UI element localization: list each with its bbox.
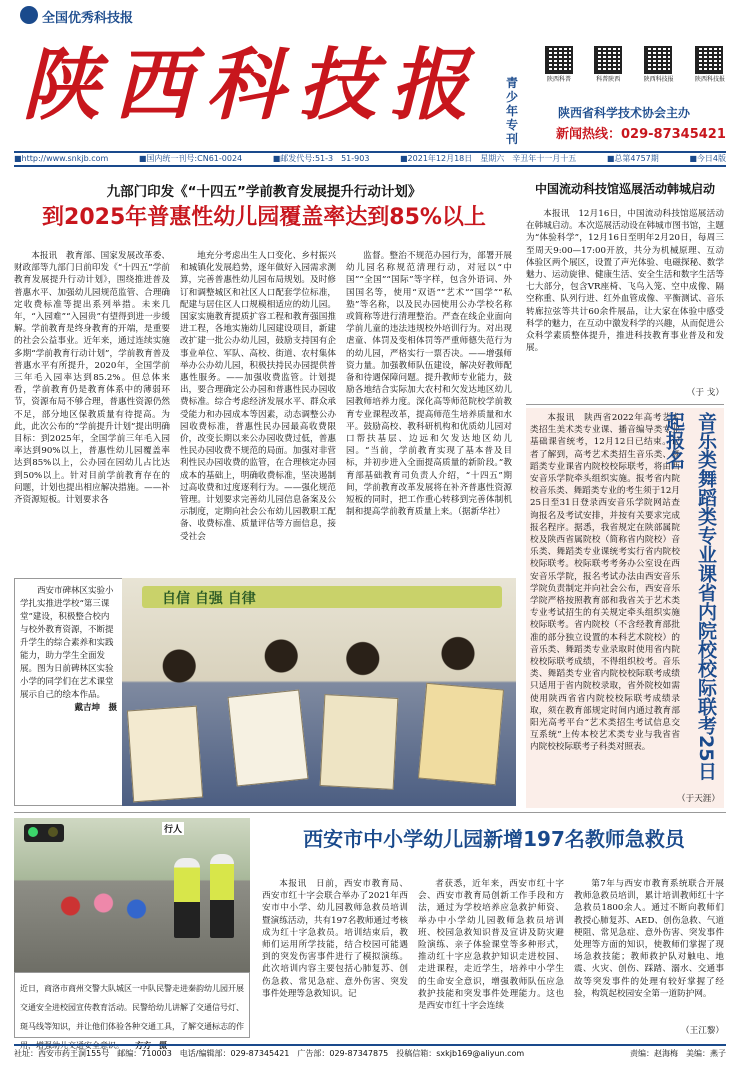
student-heads <box>152 636 492 686</box>
special-edition-label: 青少年专刊 <box>506 76 519 146</box>
cn-number: ■国内统一刊号:CN61-0024 <box>138 154 243 163</box>
qr-code-2[interactable]: 科普陕西 <box>594 46 622 92</box>
masthead-title: 陕西科技报 <box>22 40 483 131</box>
post-code: ■邮发代号:51-3 51-903 <box>272 154 370 163</box>
website-link[interactable]: ■http://www.snkjb.com <box>14 154 109 163</box>
right-top-credit: （于 戈） <box>686 388 724 398</box>
hotline: 新闻热线：029-87345421 <box>556 127 726 142</box>
qr-code-4[interactable]: 陕西科技报 <box>695 46 725 92</box>
right-top-headline: 中国流动科技馆巡展活动韩城启动 <box>534 182 715 196</box>
issue-date: ■2021年12月18日 星期六 辛丑年十一月十五 <box>400 154 577 163</box>
lead-headline: 到2025年普惠性幼儿园覆盖率达到85%以上 <box>42 205 486 230</box>
qr-code-3[interactable]: 陕西科技报 <box>644 46 674 92</box>
photo2-caption: 近日，商洛市商州交警大队城区一中队民警走进秦韵幼儿园开展交通安全进校园宣传教育活动。民警给幼儿讲解了交通信号灯、斑马线等知识，并让他们体验各种交通工具，了解交通标志的作用，增强幼儿交通安全意识。 <box>20 984 244 1050</box>
photo2-credit: 方方 摄 <box>135 1040 168 1050</box>
lead-article <box>14 174 514 574</box>
photo-caption: 西安市碑林区实验小学扎实推进学校“第三课堂”建设，积极整合校内与校外教育资源，不断提升学生的综合素养和实践能力，助力学生全面发展。图为日前碑林区实验小学的同学们在艺术课堂展示自己的绘本作品。 <box>20 586 114 700</box>
issue-number: ■总第4757期 <box>606 154 659 163</box>
bottom-credit: （王江黎） <box>681 1026 724 1036</box>
right-mid-body: 本报讯 陕西省2022年高考艺术类招生美术类专业课、播音编导类专业基础课省统考，12月12日已结束。记者了解到，高考艺术类招生音乐类、舞蹈类专业课省内院校校际联考，将由西安音乐学院牵头组织实施。报考省内院校音乐类、舞蹈类专业的考生须于12月25日至31日登录西安音乐学院网站查询报名及考试安排，并按有关要求完成报名程序。据悉，我省规定在陕部属院校及陕西省属院校（简称省内院校）音乐类、舞蹈类专业课统考实行省内院校校际联考。校际联考考务办公室设在西安音乐学院，报名考试办法由西安音乐学院负责制定并向社会公布，西安音乐学院严格按照教育部和我省关于艺术类专业考试招生的有关规定牵头组织实施校际联考。省内院校（不含经教育部批准的部分独立设置的本科艺术院校）的音乐类、舞蹈类专业录取时使用省内院校校际联考成绩，不得组织校考。音乐类、舞蹈类专业省内院校校际联考成绩只适用于省内院校录取，省外院校如需使用陕西省省内院校校际联考成绩录取，须在教育部规定时间内通过教育部阳光高考平台“艺术类招生考试信息交互系统”上传本校艺术类专业与我省省内院校校际联考子科类对照表。 <box>530 413 680 753</box>
info-bar <box>14 151 726 167</box>
board-text: 自信 自强 自律 <box>162 591 256 607</box>
footer <box>14 1044 726 1064</box>
right-mid-article <box>526 408 724 808</box>
traffic-light-green <box>28 827 38 837</box>
right-divider <box>526 404 724 405</box>
footer-editors: 责编：赵海梅 美编：燕子 <box>630 1049 726 1058</box>
photo-caption-box <box>14 578 122 806</box>
photo-image <box>122 578 516 806</box>
photo-credit: 戴吉坤 摄 <box>74 703 117 713</box>
masthead <box>0 0 735 150</box>
drawing-3 <box>320 694 399 790</box>
right-mid-credit: （于天涯） <box>677 794 720 804</box>
photo2-image <box>14 818 250 972</box>
drawing-2 <box>227 689 308 786</box>
photo2-caption-box <box>14 972 250 1050</box>
bottom-column-1: 本报讯 日前，西安市教育局、西安市红十字会联合举办了2021年西安市中小学、幼儿园教师急救员培训暨演练活动，共有197名教师通过考核成为红十字急救员。培训结束后，教师们运用所学技能，结合校园可能遇到的突发伤害事件进行了模拟演练。此次培训内容主要包括心肺复苏、创伤急救、常见急症、意外伤害、突发事件处理等急救知识。记 <box>262 879 408 999</box>
logo-icon <box>20 6 38 24</box>
police-figure-2 <box>210 854 234 938</box>
right-top-article <box>526 174 724 402</box>
photo-traffic-safety <box>14 818 250 1050</box>
right-mid-headline: 音乐类舞蹈类专业课省内院校校际联考25日起报名 <box>663 412 717 781</box>
children-figures <box>54 888 164 948</box>
drawing-1 <box>127 706 203 803</box>
qr-code-1[interactable]: 陕西科普 <box>545 46 573 92</box>
bottom-column-3: 第7年与西安市教育系统联合开展教师急救员培训，累计培训教师红十字急救员1800余人。通过不断向教师们教授心肺复苏、AED、创伤急救、气道梗阻、常见急症、意外伤害、突发事件处理等方面的知识，使教师们掌握了现场急救技能；教师救护队对触电、地震、火灾、创伤、踩踏、溺水、交通事故等突发事件的处理有较好掌握了经验，构筑起校园安全第一道防护网。 <box>574 879 724 999</box>
lead-column-1: 本报讯 教育部、国家发展改革委、财政部等九部门日前印发《“十四五”学前教育发展提升行动计划》，围绕推进普及普惠水平、加强幼儿园规范监管、合理确定收费标准等提出系列举措。未来几年，“入园难”“入园贵”有望得到进一步缓解。学前教育是终身教育的开端，是重要的社会公益事业。近年来，通过连续实施多期“学前教育行动计划”，学前教育普及普惠水平有所提升，2020年，全国学前三年毛入园率达到85.2%。但总体来看，学前教育仍是教育体系中的薄弱环节，资源布局不够合理，普惠性资源仍然不足，部分地区保教质量有待提高。为此，此次公布的“学前提升计划”提出明确目标：到2025年，全国学前三年毛入园率达到90%以上，普惠性幼儿园覆盖率达到85%以上，公办园在园幼儿占比达到50%以上。针对目前学前教育存在的问题，计划也提出相应解决措施。——补齐资源短板。计划要求各 <box>14 251 170 506</box>
sign-text: 行人 <box>162 822 184 835</box>
qr-codes <box>545 46 725 92</box>
footer-address: 社址：西安市药王洞155号 邮编：710003 电话/编辑部：029-87345421 广告部：029-87347875 投稿信箱：sxkjb169@aliyun.com <box>14 1049 525 1058</box>
lead-column-2: 地充分考虑出生人口变化、乡村振兴和城镇化发展趋势，逐年做好入园需求测算，完善普惠性幼儿园布局规划。及时修订和调整城区和社区人口配套学位标准，配建与居住区人口规模相适应的幼儿园。国家实施教育提质扩容工程和教育强国推进工程，各地实施幼儿园建设项目，新建改扩建一批公办幼儿园，鼓励支持国有企事业单位、军队、高校、街道、农村集体举办公办幼儿园，积极扶持民办园提供普惠性服务。——加强收费监管。计划提出，要合理确定公办园和普惠性民办园收费标准。综合考虑经济发展水平、群众承受能力和办园成本等因素，动态调整公办园收费标准，普惠性民办园最高收费限价，改变长期以来公办园收费过低，普惠性民办园收费不规范的局面。加强对非营利性民办园收费的监管，在合理核定办园成本的基础上，明确收费标准，坚决遏制过高收费和过度逐利行为。——强化规范管理。计划要求完善幼儿园信息备案及公示制度，定期向社会公布幼儿园教职工配备、收费标准、质量评估等方面信息，接受社会 <box>180 251 336 542</box>
lead-column-3: 监督。整治不规范办园行为，部署开展幼儿园名称规范清理行动，对冠以“中国”“全国”“国际”等字样，包含外语词、外国国名等，使用“双语”“艺术”“国学”“私塾”等名称，以及民办园使用公办学校名称或简称等进行清理整治。严查在线企业面向学前儿童的违法违规校外培训行为。对出现虐童、体罚及变相体罚等严重师德失范行为的幼儿园，严格实行一票否决。——增强师资力量。加强教师队伍建设，解决好教师配备和待遇保障问题。提升教师专业能力，鼓励各地结合实际加大农村和欠发达地区幼儿园教师培养力度。深化高等师范院校学前教育专业课程改革，提高师范生培养质量和水平。鼓励高校、教科研机构和优质幼儿园对口帮扶基层、边远和欠发达地区幼儿园。“当前，学前教育实现了基本普及目标，并初步进入全面提高质量的新阶段。”教育部基础教育司负责人介绍，“十四五”期间，学前教育改革发展将在补齐普惠性资源短板的同时，把工作重心转移到完善体制机制和提高学前教育质量上来。（据新华社） <box>346 251 512 518</box>
bottom-article <box>262 818 726 1040</box>
sponsor: 陕西省科学技术协会主办 <box>558 106 691 120</box>
photo-art-class <box>14 578 516 806</box>
logo-caption: 全国优秀科技报 <box>42 11 134 26</box>
police-figure-1 <box>174 858 200 938</box>
bottom-column-2: 者获悉，近年来，西安市红十字会、西安市教育局创新工作手段和方法，通过为学校培养应急救护师资、举办中小学幼儿园教师急救员培训班、校园急救知识普及宣讲及防灾避险演练、亲子体验课堂等多种形式，推动红十字应急救护知识走进校园、走进课程，走近学生，培养中小学生的生命安全意识，增强教师队伍应急救护技能和突发事件处理能力。这也是西安市红十字会连续 <box>418 879 564 1012</box>
drawing-4 <box>418 683 504 785</box>
lead-kicker: 九部门印发《“十四五”学前教育发展提升行动计划》 <box>106 184 422 200</box>
right-top-body: 本报讯 12月16日，中国流动科技馆巡展活动在韩城启动。本次巡展活动设在韩城市图书馆，主题为“体验科学”，12月16日至明年2月20日，每周三至周天9:00—17:00开放，共分为机械原理、互动体验区两个展区，设置了声光体验、电磁探秘、数学魅力、运动旋律、健康生活、安全生活和数字生活等七大部分，包含VR座椅、飞鸟入笼、空中成像、隔空称重、队列行进、红外血管成像、平衡测试、音乐转廊拉弦等共计60余件展品，让大家在体验中感受科学的魅力，在互动中激发科学的兴趣，从而促进公众科学素质整体提升，推进科技教育事业普及和发展。 <box>526 209 724 354</box>
section-divider <box>14 812 726 813</box>
traffic-light-red <box>48 827 58 837</box>
bottom-headline: 西安市中小学幼儿园新增197名教师急救员 <box>303 827 685 851</box>
page-count: ■今日4版 <box>689 154 726 163</box>
